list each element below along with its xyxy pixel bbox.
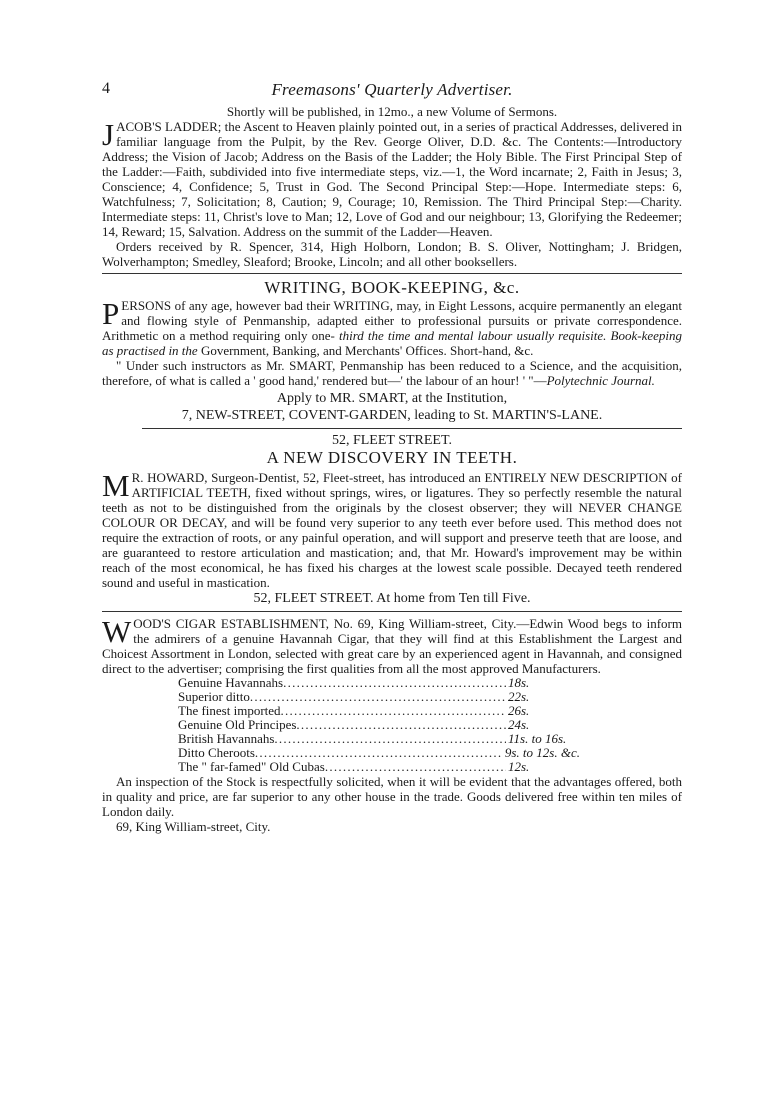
ad-address-top: 52, FLEET STREET.	[331, 433, 453, 448]
price-row	[178, 690, 580, 704]
price-row	[178, 732, 580, 746]
ad-jacobs-ladder	[102, 104, 682, 269]
ad-writing	[102, 278, 682, 424]
price-item-name: Superior ditto	[178, 689, 250, 704]
ad-body-text: R. HOWARD, Surgeon-Dentist, 52, Fleet-street, has introduced an ENTIRELY NEW DESCRIPTION of ARTIFICIAL TEETH, fixed without springs, wires, or ligatures. They so perfectly resemble the natural teeth as not to be distinguished from the originals by the closest observer; they will NEVER CHANGE COLOUR OR DECAY, and will be found very superior to any teeth ever before used. This method does not require the extraction of roots, or any painful operation, and will support and preserve teeth that are loose, and are guaranteed to restore articulation and mastication; and, that Mr. Howard's improvement may be within reach of the most economical, he has fixed his charges at the lowest scale possible. Decayed teeth rendered sound and useful in mastication.	[102, 470, 682, 590]
ad-teeth	[102, 433, 682, 607]
ad-address: 7, NEW-STREET, COVENT-GARDEN, leading to St. MARTIN'S-LANE.	[181, 408, 603, 423]
dot-leader	[250, 690, 506, 704]
price-value: 18s.	[508, 675, 530, 690]
price-value: 9s. to 12s. &c.	[504, 745, 580, 760]
quote-source: Polytechnic Journal.	[546, 373, 655, 388]
ad-heading: WRITING, BOOK-KEEPING, &c.	[264, 278, 520, 297]
page-number: 4	[102, 80, 110, 97]
price-row	[178, 704, 580, 718]
ad-apply: Apply to MR. SMART, at the Institution,	[276, 391, 508, 406]
price-item-name: British Havannahs	[178, 731, 275, 746]
ad-body-italic: third the time and mental labour usually requisite. Book-keeping as practised in the	[102, 328, 683, 358]
price-item-name: The " far-famed" Old Cubas	[178, 759, 325, 774]
divider	[142, 428, 682, 429]
drop-cap: M	[102, 468, 130, 503]
divider	[102, 273, 682, 274]
price-item-name: Genuine Havannahs	[178, 675, 284, 690]
dot-leader	[255, 746, 503, 760]
ad-body-end: Government, Banking, and Merchants' Offices. Short-hand, &c.	[200, 343, 534, 358]
ad-footer: 52, FLEET STREET. At home from Ten till Five.	[253, 591, 531, 606]
price-value: 12s.	[508, 759, 530, 774]
ad-quote	[102, 358, 682, 388]
drop-cap: P	[102, 296, 120, 331]
dot-leader	[283, 676, 506, 690]
page-title: Freemasons' Quarterly Advertiser.	[271, 80, 513, 99]
price-value: 26s.	[508, 703, 530, 718]
ad-cigars	[102, 616, 682, 834]
ad-body	[102, 616, 682, 676]
price-row	[178, 760, 580, 774]
ad-intro: Shortly will be published, in 12mo., a new Volume of Sermons.	[226, 104, 558, 119]
price-item-name: Genuine Old Principes	[178, 717, 297, 732]
page-header	[102, 78, 682, 102]
ad-address: 69, King William-street, City.	[116, 819, 271, 834]
drop-cap: W	[102, 614, 132, 649]
ad-body	[102, 119, 682, 239]
newspaper-page	[102, 78, 682, 834]
price-row	[178, 676, 580, 690]
price-item-name: Ditto Cheroots	[178, 745, 255, 760]
dot-leader	[325, 760, 506, 774]
dot-leader	[281, 704, 506, 718]
ad-body-text: ERSONS of any age, however bad their WRITING, may, in Eight Lessons, acquire permanently an elegant and flowing style of Penmanship, adapted either to professional pursuits or private correspondence. Arithmetic on a method requiring only one-	[102, 298, 682, 343]
dot-leader	[274, 732, 506, 746]
ad-body	[102, 470, 682, 590]
divider	[102, 611, 682, 612]
ad-closing: An inspection of the Stock is respectfully solicited, when it will be evident that the advantages offered, both in quality and price, are far superior to any other house in the trade. Goods delivered free within ten miles of London daily.	[102, 774, 682, 819]
price-value: 11s. to 16s.	[508, 731, 567, 746]
price-item-name: The finest imported	[178, 703, 281, 718]
ad-heading: A NEW DISCOVERY IN TEETH.	[266, 448, 518, 467]
price-row	[178, 718, 580, 732]
drop-cap: J	[102, 117, 115, 152]
ad-body	[102, 298, 682, 358]
price-value: 22s.	[508, 689, 530, 704]
ad-orders: Orders received by R. Spencer, 314, High Holborn, London; B. S. Oliver, Nottingham; J. Bridgen, Wolverhampton; Smedley, Sleaford; Brooke, Lincoln; and all other booksellers.	[102, 239, 682, 269]
dot-leader	[296, 718, 506, 732]
quote-text: " Under such instructors as Mr. SMART, Penmanship has been reduced to a Science, and the acquisition, therefore, of what is called a ' good hand,' rendered but—' the labour of an hour! ' "—	[102, 358, 682, 388]
ad-body-text: ACOB'S LADDER; the Ascent to Heaven plainly pointed out, in a series of practical Addresses, delivered in familiar language from the Pulpit, by the Rev. George Oliver, D.D. &c. The Contents:—Introductory Address; the Vision of Jacob; Address on the Basis of the Ladder; the Holy Bible. The First Principal Step of the Ladder:—Faith, subdivided into five intermediate steps, viz.—1, the Word incarnate; 2, Faith in Jesus; 3, Conscience; 4, Confidence; 5, Trust in God. The Second Principal Step:—Hope. Intermediate steps: 6, Watchfulness; 7, Solicitation; 8, Caution; 9, Courage; 10, Remission. The Third Principal Step:—Charity. Intermediate steps: 11, Christ's love to Man; 12, Love of God and our neighbour; 13, Glorifying the Redeemer; 14, Reward; 15, Salvation. Address on the summit of the Ladder—Heaven.	[102, 119, 682, 239]
price-list	[178, 676, 580, 774]
price-value: 24s.	[508, 717, 530, 732]
price-row	[178, 746, 580, 760]
ad-body-text: OOD'S CIGAR ESTABLISHMENT, No. 69, King William-street, City.—Edwin Wood begs to inform the admirers of a genuine Havannah Cigar, that they will find at this Establishment the Largest and Choicest Assortment in London, selected with great care by an experienced agent in Havannah, and consigned direct to the advertiser; comprising the first qualities from all the most approved Manufacturers.	[102, 616, 682, 676]
